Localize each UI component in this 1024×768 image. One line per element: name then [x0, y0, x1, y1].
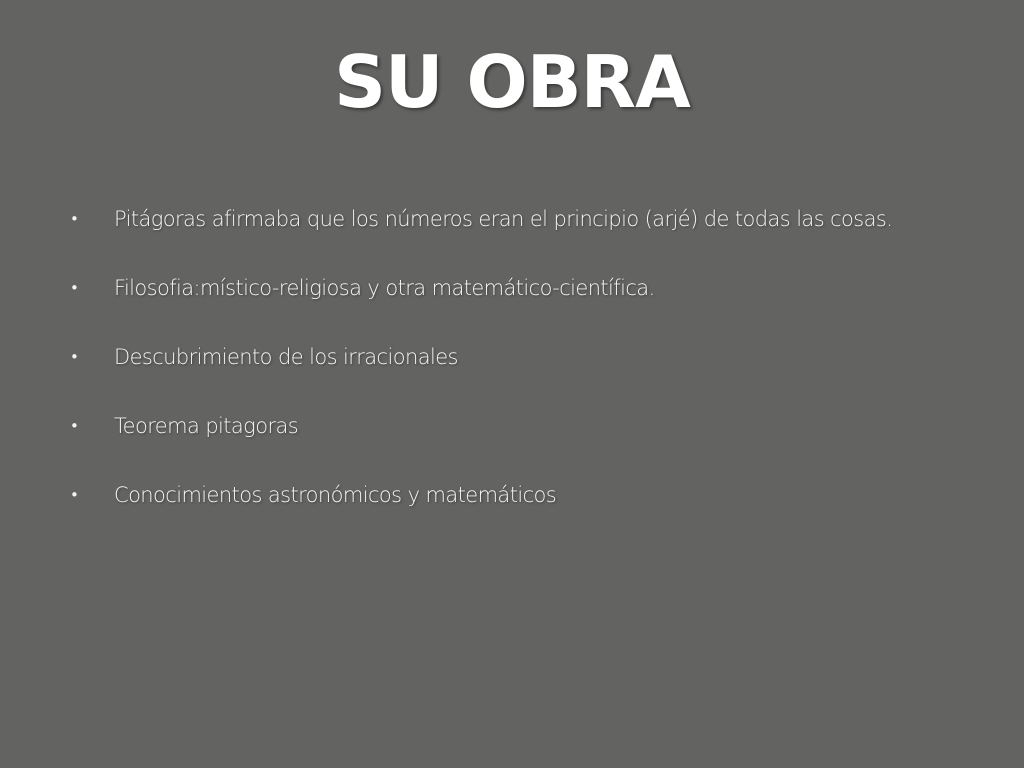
bullet-text: Filosofia:místico-religiosa y otra matemático-científica.: [114, 276, 655, 300]
bullet-icon: •: [70, 279, 79, 297]
bullet-item: [0, 477, 1024, 546]
bullet-text: Conocimientos astronómicos y matemáticos: [114, 483, 557, 507]
bullet-icon: •: [70, 486, 79, 504]
bullet-item: [0, 408, 1024, 477]
bullet-item: [0, 270, 1024, 339]
bullet-item: [0, 339, 1024, 408]
bullet-text: Pitágoras afirmaba que los números eran el principio (arjé) de todas las cosas.: [114, 207, 893, 231]
bullet-item: [0, 201, 1024, 270]
bullet-text: Teorema pitagoras: [114, 414, 299, 438]
bullet-icon: •: [70, 348, 79, 366]
bullet-list: [0, 201, 1024, 546]
bullet-text: Descubrimiento de los irracionales: [114, 345, 458, 369]
slide-title: SU OBRA: [334, 40, 690, 124]
bullet-icon: •: [70, 210, 79, 228]
bullet-icon: •: [70, 417, 79, 435]
